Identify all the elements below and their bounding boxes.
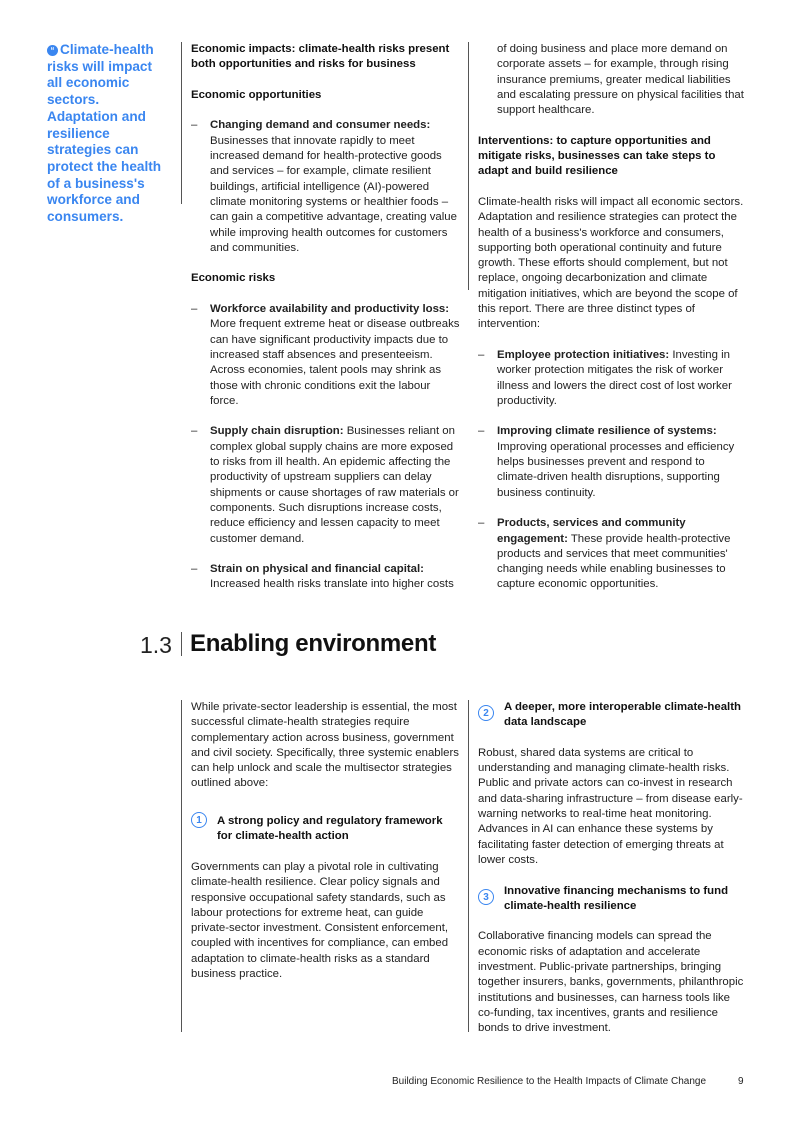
interventions-intro: Climate-health risks will impact all economic sectors. Adaptation and resilience strategies can protect the health of a business's workforce and consumers, supporting both operational continuity and future growth. These efforts should complement, but not replace, ongoing decarbonization and climate mitigation initiatives, which are beyond the scope of this report. There are three distinct types of intervention: bbox=[478, 195, 744, 331]
page-number: 9 bbox=[738, 1076, 744, 1087]
pull-quote bbox=[47, 42, 165, 226]
bullet-text: These provide health-protective products and services that meet communities' changing needs while enabling businesses to capture economic opportunities. bbox=[497, 532, 731, 591]
list-item bbox=[191, 302, 461, 409]
bullet-lead: Strain on physical and financial capital: bbox=[210, 563, 424, 576]
bullet-lead: Changing demand and consumer needs: bbox=[210, 119, 431, 132]
list-item bbox=[478, 424, 744, 500]
bullet-text: Investing in worker protection mitigates the risk of worker illness and lowers the direct cost of lost worker productivity. bbox=[497, 348, 732, 407]
enabler-1-heading-block bbox=[191, 807, 459, 845]
footer-title: Building Economic Resilience to the Health Impacts of Climate Change bbox=[392, 1076, 707, 1087]
section-number-divider bbox=[181, 632, 182, 656]
bullet-lead: Employee protection initiatives: bbox=[497, 348, 670, 361]
interventions-heading: Interventions: to capture opportunities and mitigate risks, businesses can take steps to adapt and build resilience bbox=[478, 134, 716, 178]
number-1-icon: 1 bbox=[191, 812, 207, 828]
list-item bbox=[191, 562, 461, 593]
bullet-text: Improving operational processes and efficiency helps businesses prevent and respond to climate-driven health disruptions, supporting business continuity. bbox=[497, 440, 735, 499]
number-3-icon: 3 bbox=[478, 889, 494, 905]
list-item bbox=[191, 118, 461, 256]
interventions-column bbox=[478, 42, 744, 593]
quote-icon: “ bbox=[47, 45, 58, 56]
bullet-text: Businesses reliant on complex global supply chains are more exposed to risks from ill health. An epidemic affecting the productivity of upstream suppliers can delay shipments or cause shortages of raw materials or components. Such disruptions increase costs, reduce efficiency and lessen capacity to meet customer demand. bbox=[210, 425, 459, 545]
enablers-intro: While private-sector leadership is essential, the most successful climate-health strategies require complementary action across business, government and civil society. Specifically, three systemic enablers can help unlock and scale the multisector strategies outlined above: bbox=[191, 701, 459, 790]
list-item bbox=[478, 348, 744, 409]
enablers-left-column bbox=[191, 700, 459, 982]
continued-text: of doing business and place more demand on corporate assets – for example, through rising insurance premiums, greater medical liabilities and escalating pressure on physical facilities that support healthcare. bbox=[497, 43, 744, 117]
bullet-lead: Products, services and community engagement: bbox=[497, 517, 686, 545]
list-item bbox=[191, 424, 461, 546]
column-divider-bottom-left bbox=[181, 700, 182, 1032]
bullet-text: Businesses that innovate rapidly to meet increased demand for health-protective goods and services – for example, climate resilient buildings, artificial intelligence (AI)-powered climate monitoring systems or healthier foods – can gain a competitive advantage, creating value while improving health outcomes for customers and communities. bbox=[210, 134, 457, 254]
enabler-2-text: Robust, shared data systems are critical to understanding and managing climate-health risks. Public and private actors can co-invest in research and data-sharing infrastructure – from disease early-warning networks to real-time heat monitoring. Advances in AI can enhance these systems by facilitating faster detection of emerging threats at lower costs. bbox=[478, 746, 743, 866]
economic-impacts-column bbox=[191, 42, 461, 593]
section-title: Enabling environment bbox=[190, 630, 437, 657]
economic-impacts-heading: Economic impacts: climate-health risks present both opportunities and risks for business bbox=[191, 43, 450, 71]
enabler-1-text: Governments can play a pivotal role in cultivating climate-health resilience. Clear policy signals and responsive occupational safety standards, such as labour protections for extreme heat, can guide private-sector investment. Consistent enforcement, coupled with incentives for compliance, can embed adaptation to climate-health risks as a standard business practice. bbox=[191, 860, 449, 981]
bullet-lead: Workforce availability and productivity loss: bbox=[210, 303, 450, 316]
enabler-2-heading-block bbox=[478, 700, 748, 731]
column-divider-bottom-right bbox=[468, 700, 469, 1032]
enablers-right-column bbox=[478, 700, 748, 1037]
bullet-lead: Supply chain disruption: bbox=[210, 425, 344, 438]
enabler-2-heading: A deeper, more interoperable climate-health data landscape bbox=[504, 701, 741, 729]
enabler-3-text: Collaborative financing models can spread the economic risks of adaptation and accelerate investment. Public-private partnerships, bringing together insurers, banks, governments, philanthropic institutions and businesses, can harness tools like co-funding, tax incentives, grants and resilience bonds to drive investment. bbox=[478, 930, 744, 1035]
enabler-3-heading-block bbox=[478, 884, 748, 915]
bullet-text: Increased health risks translate into higher costs bbox=[210, 578, 454, 591]
enabler-1-heading: A strong policy and regulatory framework for climate-health action bbox=[217, 815, 443, 843]
economic-opportunities-heading: Economic opportunities bbox=[191, 88, 322, 101]
bullet-lead: Improving climate resilience of systems: bbox=[497, 425, 717, 438]
number-2-icon: 2 bbox=[478, 705, 494, 721]
pull-quote-text: Climate-health risks will impact all economic sectors. Adaptation and resilience strategies can protect the health of a business's workforce and consumers. bbox=[47, 42, 162, 225]
column-divider-top-left bbox=[181, 42, 182, 204]
column-divider-top-right bbox=[468, 42, 469, 290]
bullet-text: More frequent extreme heat or disease outbreaks can have significant productivity impacts due to increased staff absences and presenteeism. Across economies, talent pools may shrink as those with chronic conditions exit the labour force. bbox=[210, 318, 460, 407]
list-item bbox=[478, 516, 744, 592]
economic-risks-heading: Economic risks bbox=[191, 272, 276, 285]
section-number: 1.3 bbox=[140, 632, 172, 658]
enabler-3-heading: Innovative financing mechanisms to fund climate-health resilience bbox=[504, 884, 729, 912]
